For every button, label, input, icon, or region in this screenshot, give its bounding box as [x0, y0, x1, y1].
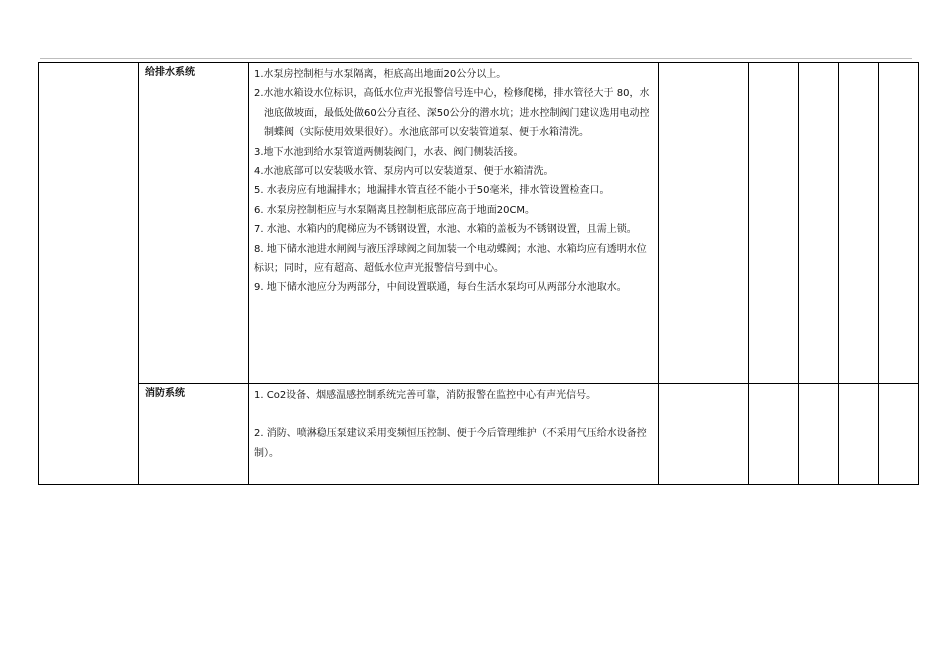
category-label: 消防系统 [145, 388, 185, 399]
list-item: 1.水泵房控制柜与水泵隔离，柜底高出地面20公分以上。 [254, 69, 507, 80]
empty-cell [879, 384, 919, 485]
inspection-table [38, 62, 919, 485]
item-list [249, 63, 658, 298]
category-cell-fire-protection [139, 384, 249, 485]
content-cell-water-supply [249, 63, 659, 384]
empty-cell [839, 384, 879, 485]
list-item: 6. 水泵房控制柜应与水泵隔离且控制柜底部应高于地面20CM。 [254, 204, 536, 216]
empty-cell [659, 384, 749, 485]
list-item: 3.地下水池到给水泵管道两侧装阀门，水表、阀门侧装活接。 [254, 146, 524, 158]
empty-cell [749, 384, 799, 485]
list-item: 9. 地下储水池应分为两部分，中间设置联通，每台生活水泵均可从两部分水池取水。 [254, 282, 627, 294]
list-item: 4.水池底部可以安装吸水管、泵房内可以安装道泵、便于水箱清洗。 [254, 166, 554, 178]
top-border-line [40, 58, 912, 59]
empty-cell [749, 63, 799, 384]
empty-cell [799, 384, 839, 485]
blank-column-cell [39, 63, 139, 485]
empty-cell [659, 63, 749, 384]
list-item: 2. 消防、喷淋稳压泵建议采用变频恒压控制、便于今后管理维护（不采用气压给水设备控制）。 [254, 428, 647, 459]
list-item: 2.水池水箱设水位标识，高低水位声光报警信号连中心，检修爬梯，排水管径大于 80，水池底做坡面，最低处做60公分直径、深50公分的潜水坑；进水控制阀门建议选用电动控制蝶阀（实际使用效果很好）。水池底部可以安装管道泵、便于水箱清洗。 [254, 88, 650, 139]
list-item: 8. 地下储水池进水闸阀与液压浮球阀之间加装一个电动蝶阀；水池、水箱均应有透明水位标识；同时，应有超高、超低水位声光报警信号到中心。 [254, 243, 647, 275]
empty-cell [879, 63, 919, 384]
table-row-water-supply [39, 63, 919, 384]
empty-cell [839, 63, 879, 384]
list-item: 5. 水表房应有地漏排水；地漏排水管直径不能小于50毫米，排水管设置检查口。 [254, 185, 610, 197]
item-list [249, 384, 658, 463]
list-item: 7. 水池、水箱内的爬梯应为不锈钢设置，水池、水箱的盖板为不锈钢设置，且需上锁。 [254, 224, 637, 236]
category-cell-water-supply [139, 63, 249, 384]
list-item: 1. Co2设备、烟感温感控制系统完善可靠，消防报警在监控中心有声光信号。 [254, 390, 597, 401]
category-label: 给排水系统 [145, 67, 195, 78]
table-row-fire-protection [39, 384, 919, 485]
content-cell-fire-protection [249, 384, 659, 485]
empty-cell [799, 63, 839, 384]
blank-line [254, 405, 656, 424]
